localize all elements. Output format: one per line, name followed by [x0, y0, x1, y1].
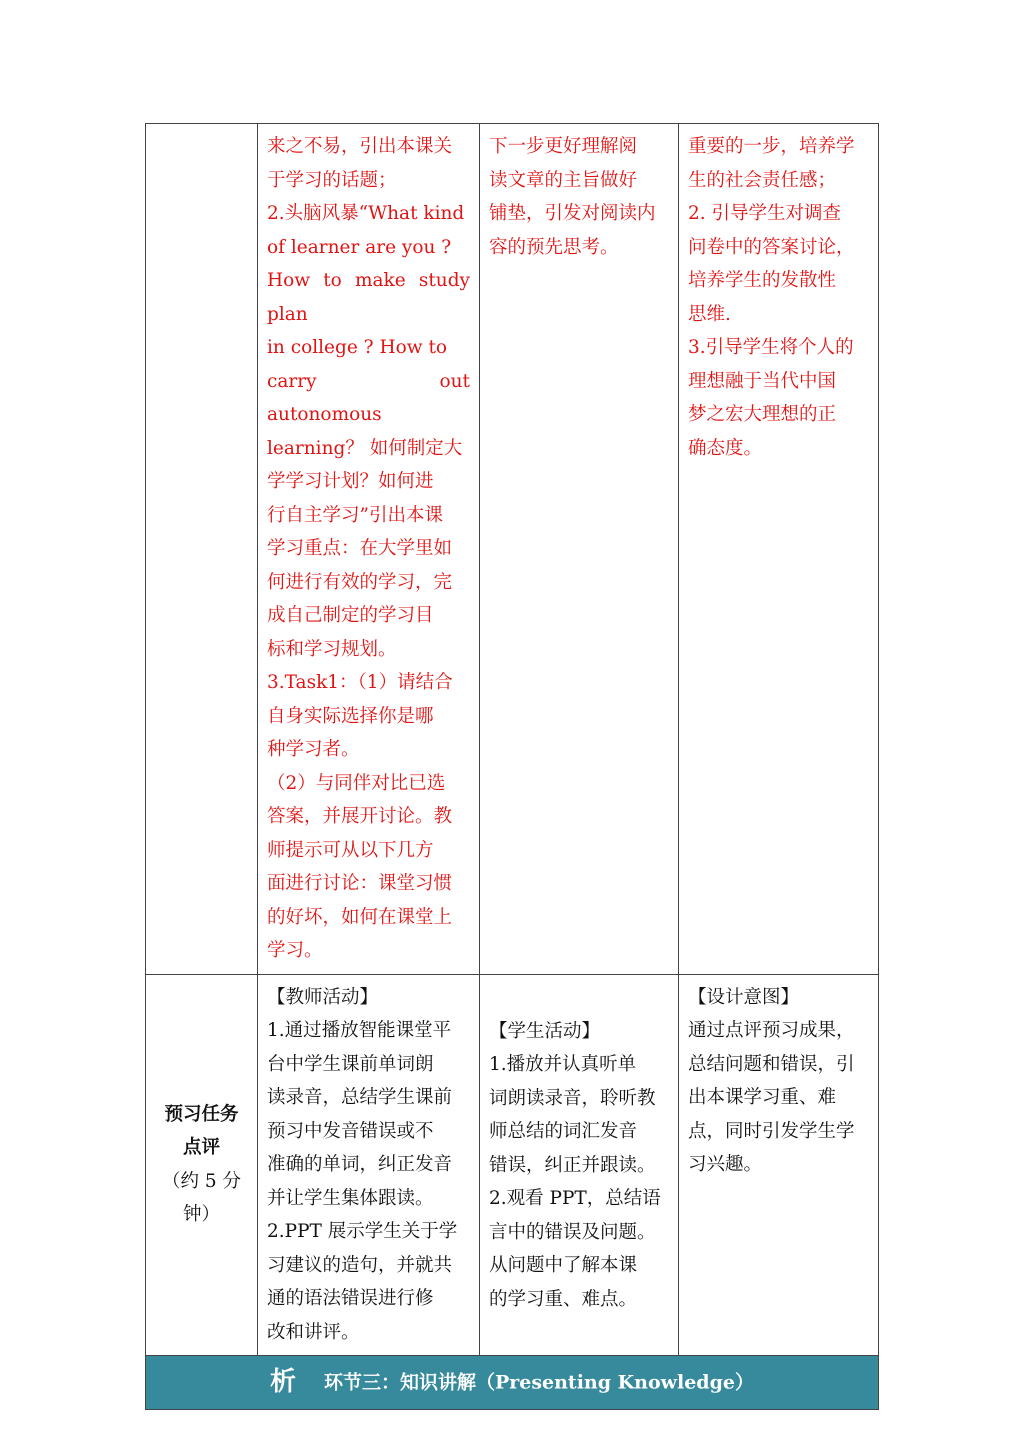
cell-text-line: 下一步更好理解阅 — [489, 136, 638, 157]
cell-text-line: 【学生活动】 — [489, 1020, 601, 1042]
cell-text-line: 梦之宏大理想的正 — [688, 404, 837, 425]
cell-text-line: 于学习的话题； — [267, 169, 397, 191]
cell-text-line: How to make study plan — [267, 270, 470, 325]
cell-text-line: 来之不易，引出本课关 — [267, 136, 453, 157]
cell-text-line: 何进行有效的学习，完 — [267, 571, 453, 593]
cell-text-line: 容的预先思考。 — [489, 236, 619, 258]
cell-text-line: of learner are you ? — [267, 236, 452, 258]
banner-char: 析 — [270, 1366, 297, 1397]
cell-text-line: 从问题中了解本课 — [489, 1255, 638, 1276]
stage-time-line2: 钟） — [182, 1204, 220, 1226]
cell-text-line: 生的社会责任感； — [688, 169, 837, 191]
cell-text-line: 词朗读录音，聆听教 — [489, 1087, 656, 1109]
stage-cell-empty — [146, 124, 258, 975]
cell-text-line: 面进行讨论：课堂习惯 — [267, 873, 453, 894]
stage-title-line1: 预习任务 — [164, 1103, 239, 1125]
table-row-task1 — [146, 124, 879, 975]
cell-text-line: 答案，并展开讨论。教 — [267, 806, 453, 827]
cell-text-line: 改和讲评。 — [267, 1321, 360, 1343]
cell-text-line: 【教师活动】 — [267, 986, 379, 1008]
cell-text-line: 2.头脑风暴“What kind — [267, 203, 465, 224]
cell-text-line: 培养学生的发散性 — [688, 270, 837, 291]
teacher-activity-cell — [258, 124, 480, 975]
cell-text-line: 行自主学习”引出本课 — [267, 504, 443, 526]
cell-text-line: 的学习重、难点。 — [489, 1288, 638, 1310]
cell-text-line: （2）与同伴对比已选 — [267, 772, 446, 794]
cell-text-line: 总结问题和错误，引 — [688, 1053, 855, 1075]
cell-text-line: 3.引导学生将个人的 — [688, 337, 854, 358]
cell-text-line: 2.观看 PPT，总结语 — [489, 1188, 661, 1209]
cell-text-line: learning？ 如何制定大 — [267, 437, 463, 459]
design-intent-cell — [679, 974, 879, 1356]
cell-text-line: 读录音，总结学生课前 — [267, 1087, 453, 1108]
cell-text-line: 铺垫，引发对阅读内 — [489, 203, 656, 224]
cell-text-line: 出本课学习重、难 — [688, 1087, 837, 1108]
cell-text-line: 准确的单词，纠正发音 — [267, 1154, 453, 1175]
cell-text-line: 理想融于当代中国 — [688, 370, 837, 392]
cell-text-line: 习建议的造句，并就共 — [267, 1254, 453, 1276]
cell-text-line: 2.PPT 展示学生关于学 — [267, 1221, 458, 1242]
section-banner — [146, 1356, 879, 1410]
cell-text-line: 言中的错误及问题。 — [489, 1221, 656, 1243]
cell-text-line: 习兴趣。 — [688, 1154, 763, 1175]
cell-text-line: 通的语法错误进行修 — [267, 1288, 434, 1309]
cell-text-line: 师总结的词汇发音 — [489, 1121, 638, 1142]
cell-text-line: 学习。 — [267, 940, 323, 961]
student-activity-cell — [480, 974, 679, 1356]
cell-text-line: 标和学习规划。 — [267, 638, 397, 660]
cell-text-line: 3.Task1：（1）请结合 — [267, 672, 453, 693]
table-row-preview-review — [146, 974, 879, 1356]
cell-text-line: 自身实际选择你是哪 — [267, 705, 434, 727]
cell-text-line: 并让学生集体跟读。 — [267, 1187, 434, 1209]
stage-time-line1: （约 5 分 — [161, 1170, 242, 1192]
cell-text-line: 【设计意图】 — [688, 986, 800, 1008]
cell-text-line: 2. 引导学生对调查 — [688, 203, 842, 224]
cell-text-line: 思维. — [688, 303, 731, 325]
design-intent-cell — [679, 124, 879, 975]
cell-text-line: 台中学生课前单词朗 — [267, 1053, 434, 1075]
cell-text-line: 的好坏，如何在课堂上 — [267, 906, 453, 928]
banner-title: 环节三：知识讲解（Presenting Knowledge） — [323, 1370, 754, 1393]
cell-text-line: 错误，纠正并跟读。 — [489, 1154, 656, 1176]
cell-text-line: 1.通过播放智能课堂平 — [267, 1020, 452, 1041]
cell-text-line: 通过点评预习成果， — [688, 1020, 855, 1041]
cell-text-line: 读文章的主旨做好 — [489, 169, 638, 191]
cell-text-line: 成自己制定的学习目 — [267, 605, 434, 626]
cell-text-line: 学学习计划？如何进 — [267, 471, 434, 492]
lesson-plan-table — [145, 123, 879, 1410]
cell-text-line: 重要的一步，培养学 — [688, 136, 855, 157]
cell-text-line: 1.播放并认真听单 — [489, 1054, 637, 1075]
cell-text-line: 点，同时引发学生学 — [688, 1120, 855, 1142]
stage-title-line2: 点评 — [182, 1137, 220, 1159]
section-banner-row — [146, 1356, 879, 1410]
cell-text-line: 学习重点：在大学里如 — [267, 538, 453, 559]
cell-text-line: 预习中发音错误或不 — [267, 1120, 434, 1142]
cell-text-line: carry out autonomous — [267, 370, 470, 425]
cell-text-line: 种学习者。 — [267, 739, 360, 760]
cell-text-line: 师提示可从以下几方 — [267, 839, 434, 861]
cell-text-line: 问卷中的答案讨论， — [688, 236, 855, 258]
cell-text-line: 确态度。 — [688, 437, 763, 459]
cell-text-line: in college ? How to — [267, 337, 448, 358]
stage-cell — [146, 974, 258, 1356]
student-activity-cell — [480, 124, 679, 975]
teacher-activity-cell — [258, 974, 480, 1356]
